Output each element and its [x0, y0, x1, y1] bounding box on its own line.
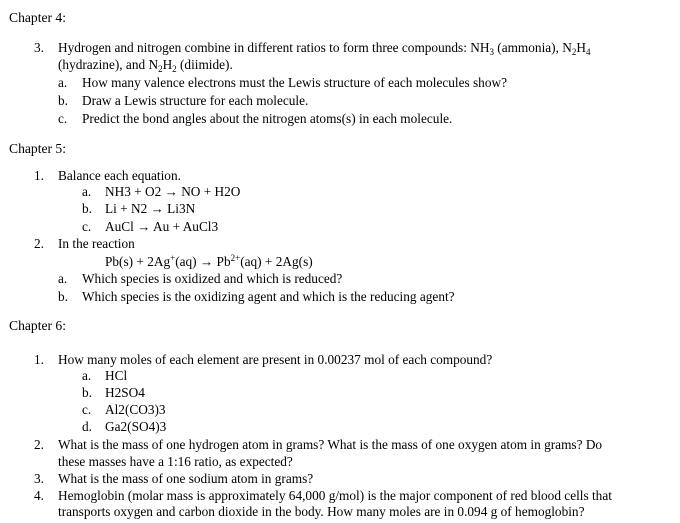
ch6-q1b-label: b.: [82, 385, 92, 400]
ch5-q2-text: In the reaction: [58, 236, 135, 251]
ch5-q1c-text: AuCl → Au + AuCl3: [105, 219, 219, 234]
ch6-q4-line2: transports oxygen and carbon dioxide in the body. How many moles are in 0.094 g of hemoglobin?: [58, 504, 585, 519]
ch6-q3-text: What is the mass of one sodium atom in grams?: [58, 471, 314, 486]
ch4-q3a-label: a.: [58, 75, 68, 90]
ch5-q1-text: Balance each equation.: [58, 168, 181, 183]
chapter-4-heading: Chapter 4:: [9, 10, 67, 25]
ch6-q1b-text: H2SO4: [105, 385, 145, 400]
ch6-q2-line2: these masses have a 1:16 ratio, as expected?: [58, 454, 293, 469]
ch6-q1a-label: a.: [82, 368, 92, 383]
ch4-q3-line2: (hydrazine), and $N_2H_2$ (diimide).: [58, 57, 233, 74]
ch4-q3b-label: b.: [58, 93, 68, 108]
ch6-q4-number: 4.: [34, 488, 44, 503]
chapter-5-heading: Chapter 5:: [9, 141, 67, 156]
ch4-q3c-label: c.: [58, 111, 68, 126]
ch5-q2-number: 2.: [34, 236, 44, 251]
ch6-q3-number: 3.: [34, 471, 44, 486]
ch5-q1a-text: NH3 + O2 → NO + H2O: [105, 184, 241, 199]
chapter-6-heading: Chapter 6:: [9, 318, 67, 333]
ch4-q3a-text: How many valence electrons must the Lewis structure of each molecules show?: [82, 75, 507, 90]
ch4-q3-number: 3.: [34, 40, 44, 55]
ch5-q2b-text: Which species is the oxidizing agent and which is the reducing agent?: [82, 289, 455, 304]
ch5-q2b-label: b.: [58, 289, 68, 304]
ch5-q1b-label: b.: [82, 201, 92, 216]
ch4-q3-line1: Hydrogen and nitrogen combine in different ratios to form three compounds: $NH_3$ (ammonia), $N_2H_4$: [58, 40, 591, 57]
ch6-q1-number: 1.: [34, 352, 44, 367]
ch6-q1c-label: c.: [82, 402, 92, 417]
ch4-q3b-text: Draw a Lewis structure for each molecule.: [82, 93, 309, 108]
ch5-q2a-label: a.: [58, 271, 68, 286]
ch6-q1-text: How many moles of each element are present in 0.00237 mol of each compound?: [58, 352, 493, 367]
ch5-q1a-label: a.: [82, 184, 92, 199]
ch5-q2-equation: $Pb(s) + 2Ag^+(aq) \to Pb^{2+}(aq) + 2Ag(s)$: [105, 253, 313, 269]
ch6-q2-line1: What is the mass of one hydrogen atom in grams? What is the mass of one oxygen atom in grams? Do: [58, 437, 603, 452]
ch6-q4-line1: Hemoglobin (molar mass is approximately 64,000 g/mol) is the major component of red blood cells that: [58, 488, 612, 503]
ch4-q3c-text: Predict the bond angles about the nitrogen atoms(s) in each molecule.: [82, 111, 453, 126]
ch5-q2a-text: Which species is oxidized and which is reduced?: [82, 271, 343, 286]
ch6-q1c-text: Al2(CO3)3: [105, 402, 166, 417]
ch6-q1a-text: HCl: [105, 368, 128, 383]
ch6-q1d-label: d.: [82, 419, 92, 434]
ch5-q1c-label: c.: [82, 219, 92, 234]
ch5-q1b-text: Li + N2 → Li3N: [105, 201, 196, 216]
ch6-q2-number: 2.: [34, 437, 44, 452]
ch6-q1d-text: Ga2(SO4)3: [105, 419, 167, 434]
ch5-q1-number: 1.: [34, 168, 44, 183]
